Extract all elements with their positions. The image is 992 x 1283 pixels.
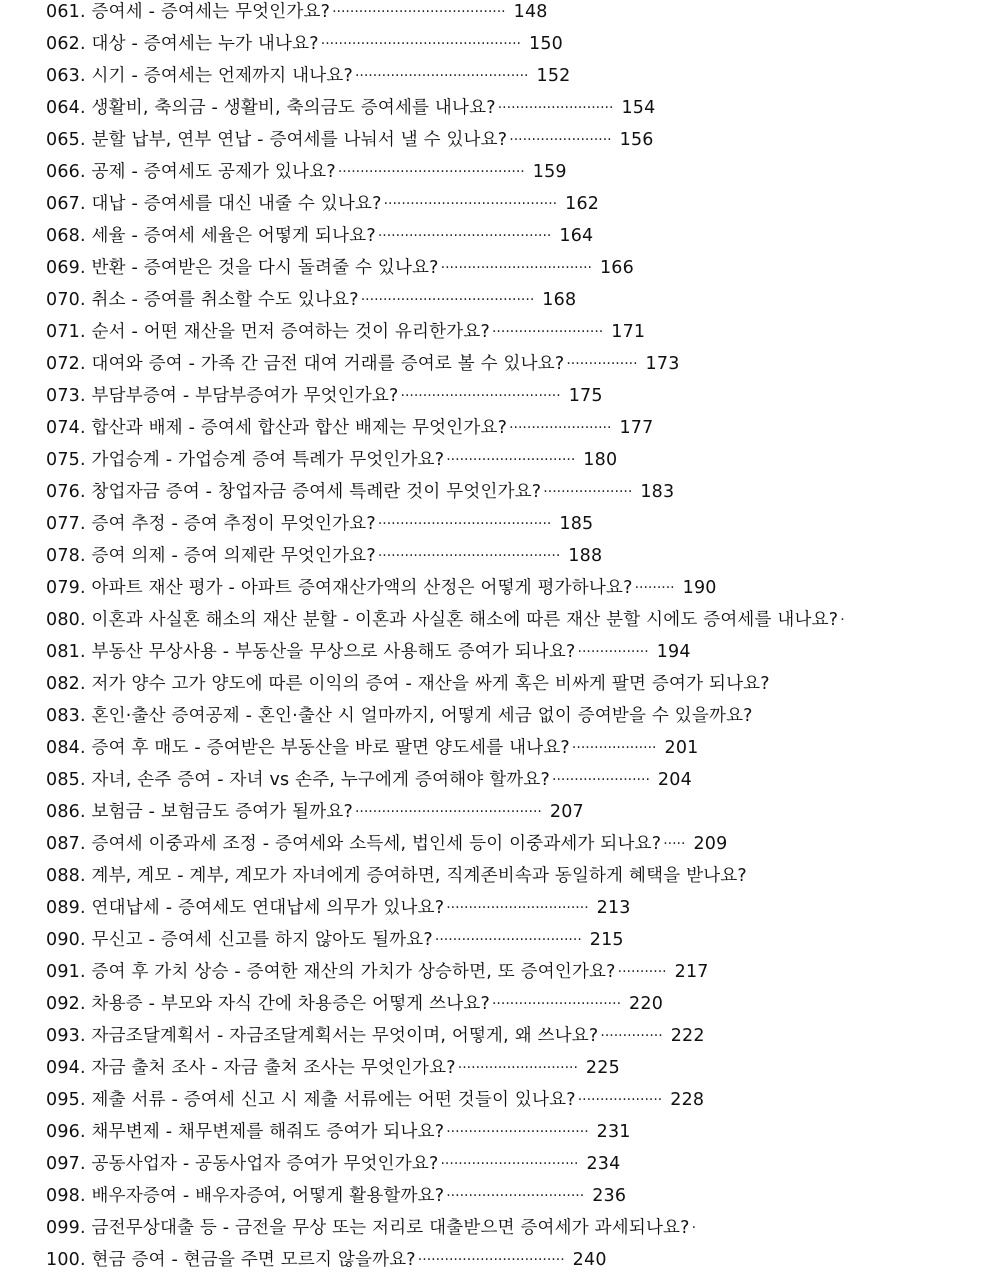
toc-dot-leader: ················ <box>566 356 638 372</box>
toc-dot-leader: ······································· <box>354 68 529 84</box>
toc-entry-title: 094. 자금 출처 조사 - 자금 출처 조사는 무엇인가요? <box>46 1058 456 1078</box>
toc-page-number: 185 <box>559 514 594 534</box>
toc-dot-leader: ······································· <box>383 196 558 212</box>
toc-page-number: 156 <box>619 130 654 150</box>
toc-entry <box>46 256 976 288</box>
toc-entry-title: 073. 부담부증여 - 부담부증여가 무엇인가요? <box>46 386 399 406</box>
toc-entry-title: 098. 배우자증여 - 배우자증여, 어떻게 활용할까요? <box>46 1186 445 1206</box>
toc-dot-leader: ································ <box>446 900 589 916</box>
toc-page-number: 190 <box>682 578 717 598</box>
toc-entry-title: 067. 대납 - 증여세를 대신 내줄 수 있나요? <box>46 194 382 214</box>
toc-entry <box>46 896 976 928</box>
toc-page-number: 152 <box>536 66 571 86</box>
toc-entry-title: 080. 이혼과 사실혼 해소의 재산 분할 - 이혼과 사실혼 해소에 따른 재산 분할 시에도 증여세를 내나요? <box>46 610 839 630</box>
toc-page-number: 207 <box>549 802 584 822</box>
toc-entry <box>46 96 976 128</box>
toc-dot-leader: ······················· <box>509 132 612 148</box>
toc-entry <box>46 64 976 96</box>
toc-dot-leader: ··········· <box>617 964 667 980</box>
toc-page-number: 171 <box>611 322 646 342</box>
toc-page-number: 166 <box>599 258 634 278</box>
toc-entry-title: 064. 생활비, 축의금 - 생활비, 축의금도 증여세를 내나요? <box>46 98 496 118</box>
toc-page-number: 150 <box>529 34 564 54</box>
toc-entry-title: 063. 시기 - 증여세는 언제까지 내나요? <box>46 66 353 86</box>
toc-entry-title: 097. 공동사업자 - 공동사업자 증여가 무엇인가요? <box>46 1154 439 1174</box>
toc-entry-title: 066. 공제 - 증여세도 공제가 있나요? <box>46 162 336 182</box>
toc-entry <box>46 1248 976 1280</box>
toc-dot-leader: ·········································· <box>337 164 525 180</box>
toc-page-number: 234 <box>586 1154 621 1174</box>
toc-entry-title: 093. 자금조달계획서 - 자금조달계획서는 무엇이며, 어떻게, 왜 쓰나요? <box>46 1026 599 1046</box>
toc-entry <box>46 544 976 576</box>
toc-entry-title: 092. 차용증 - 부모와 자식 간에 차용증은 어떻게 쓰나요? <box>46 994 490 1014</box>
toc-entry-title: 083. 혼인·출산 증여공제 - 혼인·출산 시 얼마까지, 어떻게 세금 없이 증여받을 수 있을까요? <box>46 706 753 726</box>
toc-entry-title: 068. 세율 - 증여세 세율은 어떻게 되나요? <box>46 226 376 246</box>
toc-entry-title: 096. 채무변제 - 채무변제를 해줘도 증여가 되나요? <box>46 1122 445 1142</box>
toc-entry <box>46 224 976 256</box>
toc-entry <box>46 512 976 544</box>
toc-entry <box>46 640 976 672</box>
toc-entry-title: 081. 부동산 무상사용 - 부동산을 무상으로 사용해도 증여가 되나요? <box>46 642 576 662</box>
toc-entry <box>46 960 976 992</box>
toc-dot-leader: ···································· <box>400 388 561 404</box>
toc-page-number: 177 <box>619 418 654 438</box>
toc-entry <box>46 768 976 800</box>
toc-entry-title: 078. 증여 의제 - 증여 의제란 무엇인가요? <box>46 546 376 566</box>
toc-entry-title: 072. 대여와 증여 - 가족 간 금전 대여 거래를 증여로 볼 수 있나요? <box>46 354 565 374</box>
toc-entry <box>46 1216 976 1248</box>
toc-entry <box>46 992 976 1024</box>
toc-entry <box>46 352 976 384</box>
toc-entry-title: 065. 분할 납부, 연부 연납 - 증여세를 나눠서 낼 수 있나요? <box>46 130 508 150</box>
toc-entry-title: 090. 무신고 - 증여세 신고를 하지 않아도 될까요? <box>46 930 433 950</box>
toc-page-number: 215 <box>589 930 624 950</box>
toc-page-number: 213 <box>596 898 631 918</box>
toc-entry <box>46 672 976 704</box>
toc-entry <box>46 864 976 896</box>
toc-entry-title: 082. 저가 양수 고가 양도에 따른 이익의 증여 - 재산을 싸게 혹은 비싸게 팔면 증여가 되나요? <box>46 674 770 694</box>
toc-dot-leader: ····························· <box>446 452 576 468</box>
toc-dot-leader: ······················· <box>509 420 612 436</box>
toc-page-number: 194 <box>656 642 691 662</box>
toc-entry-title: 084. 증여 후 매도 - 증여받은 부동산을 바로 팔면 양도세를 내나요? <box>46 738 570 758</box>
toc-dot-leader: ····· <box>663 836 686 852</box>
toc-entry-title: 074. 합산과 배제 - 증여세 합산과 합산 배제는 무엇인가요? <box>46 418 508 438</box>
toc-entry-title: 091. 증여 후 가치 상승 - 증여한 재산의 가치가 상승하면, 또 증여인가요? <box>46 962 616 982</box>
toc-entry-title: 087. 증여세 이중과세 조정 - 증여세와 소득세, 법인세 등이 이중과세가 되나요? <box>46 834 662 854</box>
toc-entry-title: 075. 가업승계 - 가업승계 증여 특례가 무엇인가요? <box>46 450 445 470</box>
toc-dot-leader: ······························· <box>440 1156 579 1172</box>
toc-entry <box>46 0 976 32</box>
toc-entry <box>46 448 976 480</box>
toc-entry <box>46 1120 976 1152</box>
toc-dot-leader: ································ <box>446 1124 589 1140</box>
toc-page-number: 188 <box>568 546 603 566</box>
toc-entry <box>46 416 976 448</box>
toc-page-number: 231 <box>596 1122 631 1142</box>
toc-page-number: 204 <box>657 770 692 790</box>
toc-dot-leader: ······································· <box>377 516 552 532</box>
toc-dot-leader: ································· <box>434 932 582 948</box>
toc-entry <box>46 576 976 608</box>
toc-page-number: 168 <box>542 290 577 310</box>
toc-entry <box>46 32 976 64</box>
toc-dot-leader: ·························· <box>497 100 614 116</box>
toc-entry <box>46 608 976 640</box>
toc-entry <box>46 736 976 768</box>
toc-dot-leader: ···················· <box>543 484 633 500</box>
toc-dot-leader: ························· <box>491 324 604 340</box>
toc-dot-leader: ············································· <box>320 36 522 52</box>
toc-entry-title: 070. 취소 - 증여를 취소할 수도 있나요? <box>46 290 359 310</box>
toc-page-number: 154 <box>621 98 656 118</box>
toc-page-number: 148 <box>513 2 548 22</box>
toc-entry-title: 062. 대상 - 증여세는 누가 내나요? <box>46 34 319 54</box>
toc-entry-title: 095. 제출 서류 - 증여세 신고 시 제출 서류에는 어떤 것들이 있나요? <box>46 1090 576 1110</box>
toc-dot-leader: ·································· <box>440 260 592 276</box>
toc-page-number: 180 <box>583 450 618 470</box>
toc-page-number: 228 <box>670 1090 705 1110</box>
toc-page-number: 159 <box>532 162 567 182</box>
toc-entry <box>46 320 976 352</box>
toc-entry <box>46 800 976 832</box>
toc-page-number: 201 <box>664 738 699 758</box>
toc-entry-title: 077. 증여 추정 - 증여 추정이 무엇인가요? <box>46 514 376 534</box>
toc-page-number: 164 <box>559 226 594 246</box>
toc-page-number: 222 <box>670 1026 705 1046</box>
toc-entry-title: 099. 금전무상대출 등 - 금전을 무상 또는 저리로 대출받으면 증여세가 과세되나요? <box>46 1218 690 1238</box>
toc-entry-title: 089. 연대납세 - 증여세도 연대납세 의무가 있나요? <box>46 898 445 918</box>
toc-dot-leader: ·············· <box>600 1028 663 1044</box>
toc-page-number: 217 <box>674 962 709 982</box>
toc-entry <box>46 480 976 512</box>
toc-entry <box>46 1152 976 1184</box>
toc-entry-title: 076. 창업자금 증여 - 창업자금 증여세 특례란 것이 무엇인가요? <box>46 482 542 502</box>
toc-dot-leader: ········· <box>634 580 675 596</box>
toc-dot-leader: · <box>840 612 845 628</box>
toc-entry <box>46 1056 976 1088</box>
toc-dot-leader: ··························· <box>457 1060 578 1076</box>
toc-entry-title: 088. 계부, 계모 - 계부, 계모가 자녀에게 증여하면, 직계존비속과 동일하게 혜택을 받나요? <box>46 866 747 886</box>
toc-dot-leader: ······················ <box>552 772 650 788</box>
table-of-contents <box>46 0 976 1280</box>
toc-dot-leader: ······································· <box>360 292 535 308</box>
toc-entry <box>46 1088 976 1120</box>
toc-entry <box>46 704 976 736</box>
toc-entry <box>46 928 976 960</box>
toc-page-number: 175 <box>568 386 603 406</box>
toc-entry-title: 100. 현금 증여 - 현금을 주면 모르지 않을까요? <box>46 1250 416 1270</box>
toc-entry <box>46 160 976 192</box>
toc-entry <box>46 288 976 320</box>
toc-page-number: 183 <box>640 482 675 502</box>
toc-entry-title: 069. 반환 - 증여받은 것을 다시 돌려줄 수 있나요? <box>46 258 439 278</box>
toc-page-number: 220 <box>629 994 664 1014</box>
toc-page-number: 236 <box>592 1186 627 1206</box>
toc-entry <box>46 1024 976 1056</box>
toc-entry-title: 086. 보험금 - 보험금도 증여가 될까요? <box>46 802 353 822</box>
toc-dot-leader: ········································· <box>377 548 561 564</box>
toc-entry-title: 079. 아파트 재산 평가 - 아파트 증여재산가액의 산정은 어떻게 평가하나요? <box>46 578 633 598</box>
toc-dot-leader: ················ <box>577 644 649 660</box>
toc-entry <box>46 1184 976 1216</box>
toc-dot-leader: ······························· <box>446 1188 585 1204</box>
toc-page-number: 173 <box>645 354 680 374</box>
toc-dot-leader: ································· <box>417 1252 565 1268</box>
toc-entry-title: 085. 자녀, 손주 증여 - 자녀 vs 손주, 누구에게 증여해야 할까요? <box>46 770 550 790</box>
toc-dot-leader: · <box>691 1220 697 1236</box>
toc-dot-leader: ·········································· <box>354 804 542 820</box>
toc-page-number: 209 <box>693 834 728 854</box>
toc-entry <box>46 192 976 224</box>
toc-dot-leader: ······································· <box>377 228 552 244</box>
toc-entry <box>46 128 976 160</box>
toc-dot-leader: ··················· <box>571 740 657 756</box>
toc-entry-title: 071. 순서 - 어떤 재산을 먼저 증여하는 것이 유리한가요? <box>46 322 490 342</box>
toc-page-number: 225 <box>585 1058 620 1078</box>
toc-page-number: 240 <box>572 1250 607 1270</box>
toc-entry <box>46 832 976 864</box>
toc-page-number: 162 <box>565 194 600 214</box>
toc-entry <box>46 384 976 416</box>
toc-dot-leader: ····························· <box>491 996 622 1012</box>
toc-dot-leader: ··················· <box>577 1092 663 1108</box>
toc-dot-leader: ······································· <box>332 4 506 20</box>
toc-entry-title: 061. 증여세 - 증여세는 무엇인가요? <box>46 2 331 22</box>
